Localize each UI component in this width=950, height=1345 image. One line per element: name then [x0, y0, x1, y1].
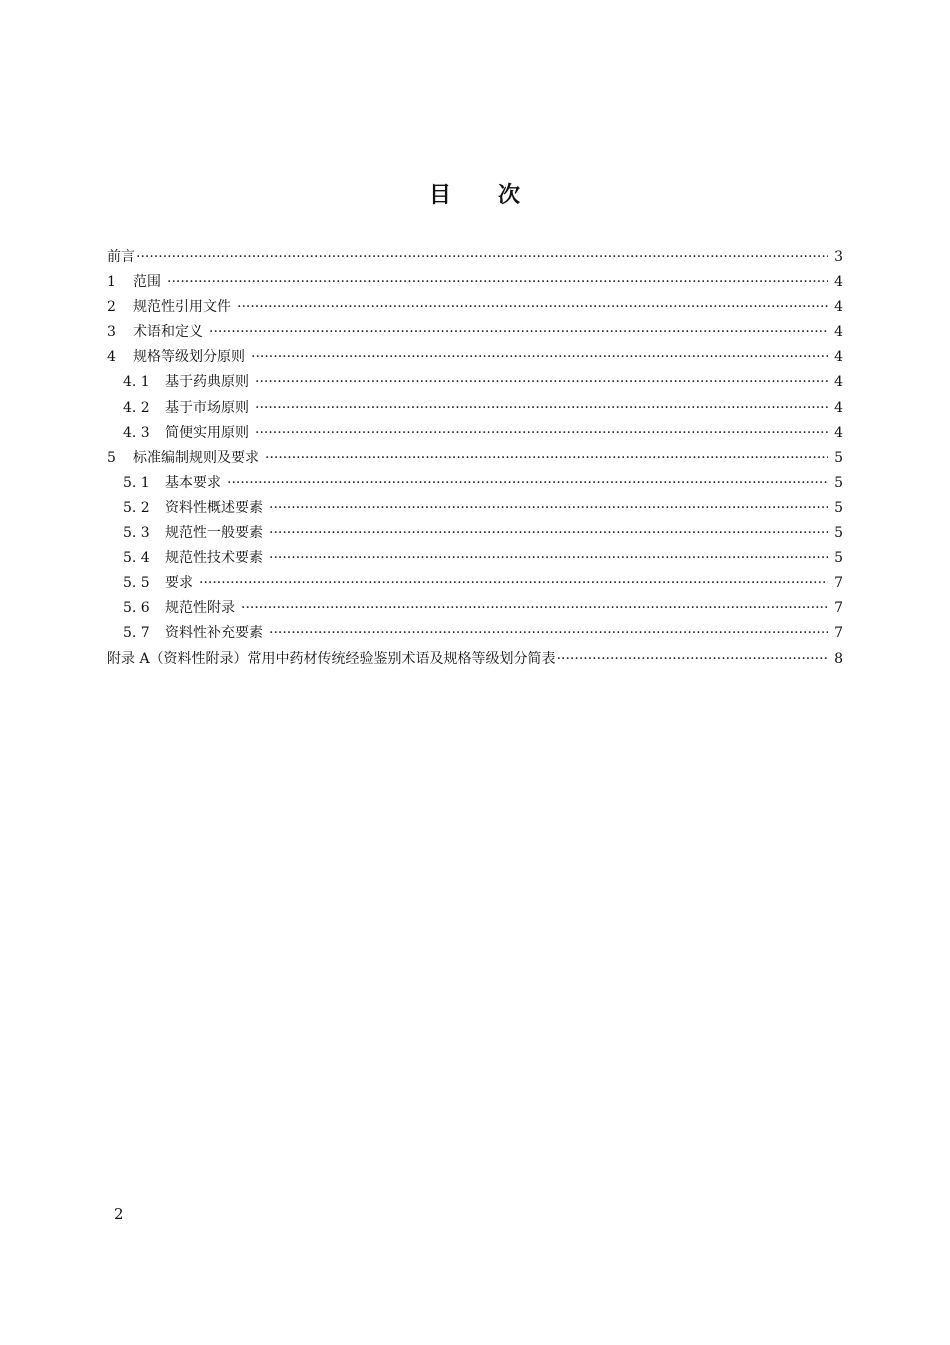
- toc-entry[interactable]: [107, 396, 843, 421]
- toc-entry-leader: [167, 270, 828, 295]
- toc-entry-page: 4: [834, 349, 843, 366]
- toc-entry-page: 5: [834, 474, 843, 491]
- toc-entry[interactable]: [107, 446, 843, 471]
- toc-entry-title: 范围: [133, 274, 161, 291]
- toc-entry-page: 5: [834, 449, 843, 466]
- toc-entry-title: 前言: [107, 249, 135, 265]
- toc-entry[interactable]: [107, 546, 843, 571]
- toc-entry-title: 要求: [165, 575, 193, 592]
- toc-entry-number: 5. 7: [123, 625, 150, 642]
- toc-entry-leader: [269, 496, 828, 521]
- toc-entry-page: 5: [834, 550, 843, 567]
- toc-entry-page: 7: [834, 625, 843, 642]
- toc-entry-number: 5. 6: [123, 600, 150, 617]
- toc-entry-title: 规范性一般要素: [165, 525, 263, 542]
- toc-entry-page: 7: [834, 600, 843, 617]
- toc-entry[interactable]: [107, 270, 843, 295]
- toc-entry[interactable]: [107, 521, 843, 546]
- toc-entry-leader: [269, 621, 828, 646]
- table-of-contents: [107, 245, 843, 672]
- page-title: [0, 178, 950, 209]
- page-title-char-2: 次: [498, 183, 522, 208]
- toc-entry-number: 5. 2: [123, 499, 150, 516]
- toc-entry-page: 3: [834, 249, 843, 265]
- toc-entry[interactable]: [107, 421, 843, 446]
- toc-entry-number: 5. 4: [123, 550, 150, 567]
- toc-entry-title: 资料性概述要素: [165, 499, 263, 516]
- toc-entry[interactable]: [107, 571, 843, 596]
- toc-entry[interactable]: [107, 295, 843, 320]
- toc-entry-page: 4: [834, 274, 843, 291]
- toc-entry-number: 5. 3: [123, 525, 150, 542]
- toc-entry-number: 4. 2: [123, 399, 150, 416]
- toc-entry[interactable]: [107, 320, 843, 345]
- toc-entry-number: 4. 3: [123, 424, 150, 441]
- toc-entry-title: 标准编制规则及要求: [133, 449, 259, 466]
- toc-entry[interactable]: [107, 596, 843, 621]
- toc-entry-page: 7: [834, 575, 843, 592]
- toc-entry-page: 5: [834, 525, 843, 542]
- toc-entry-leader: [269, 521, 828, 546]
- page-title-char-1: 目: [428, 183, 452, 208]
- toc-entry-page: 4: [834, 399, 843, 416]
- toc-entry[interactable]: [107, 496, 843, 521]
- toc-entry-leader: [265, 446, 828, 471]
- toc-entry-leader: [557, 647, 829, 672]
- toc-entry-leader: [269, 546, 828, 571]
- toc-entry-page: 4: [834, 374, 843, 391]
- toc-entry-title: 基于市场原则: [165, 399, 249, 416]
- toc-entry-title: 术语和定义: [133, 324, 203, 341]
- toc-entry-leader: [241, 596, 828, 621]
- toc-entry-leader: [199, 571, 828, 596]
- toc-entry-title: 规范性技术要素: [165, 550, 263, 567]
- toc-entry[interactable]: [107, 370, 843, 395]
- toc-entry-leader: [251, 345, 828, 370]
- toc-entry-leader: [255, 370, 828, 395]
- toc-entry[interactable]: [107, 345, 843, 370]
- toc-entry-leader: [237, 295, 828, 320]
- toc-entry-number: 2: [107, 299, 116, 316]
- toc-entry-page: 5: [834, 499, 843, 516]
- toc-entry-leader: [255, 396, 828, 421]
- toc-entry-title: 规范性附录: [165, 600, 235, 617]
- toc-entry-title: 规范性引用文件: [133, 299, 231, 316]
- toc-entry-title: 基于药典原则: [165, 374, 249, 391]
- toc-entry-number: 5. 1: [123, 474, 150, 491]
- toc-entry[interactable]: [107, 245, 843, 270]
- toc-entry-title: 资料性补充要素: [165, 625, 263, 642]
- toc-entry-page: 4: [834, 424, 843, 441]
- toc-entry[interactable]: [107, 621, 843, 646]
- toc-entry-number: 5. 5: [123, 575, 150, 592]
- toc-entry-title: 简便实用原则: [165, 424, 249, 441]
- toc-entry[interactable]: [107, 647, 843, 672]
- toc-entry-leader: [227, 471, 828, 496]
- toc-entry-number: 1: [107, 274, 116, 291]
- toc-entry-title: 基本要求: [165, 474, 221, 491]
- toc-entry-leader: [136, 245, 828, 270]
- toc-entry-number: 4. 1: [123, 374, 150, 391]
- toc-entry-page: 4: [834, 299, 843, 316]
- toc-entry-number: 4: [107, 349, 116, 366]
- toc-entry-title: 规格等级划分原则: [133, 349, 245, 366]
- toc-entry-page: 4: [834, 324, 843, 341]
- toc-entry-page: 8: [834, 650, 843, 667]
- toc-entry-number: 3: [107, 324, 116, 341]
- page-number: 2: [114, 1205, 124, 1223]
- toc-entry[interactable]: [107, 471, 843, 496]
- toc-entry-leader: [209, 320, 828, 345]
- toc-entry-leader: [255, 421, 828, 446]
- toc-entry-number: 5: [107, 449, 116, 466]
- toc-entry-title: 附录 A（资料性附录）常用中药材传统经验鉴别术语及规格等级划分简表: [107, 650, 556, 667]
